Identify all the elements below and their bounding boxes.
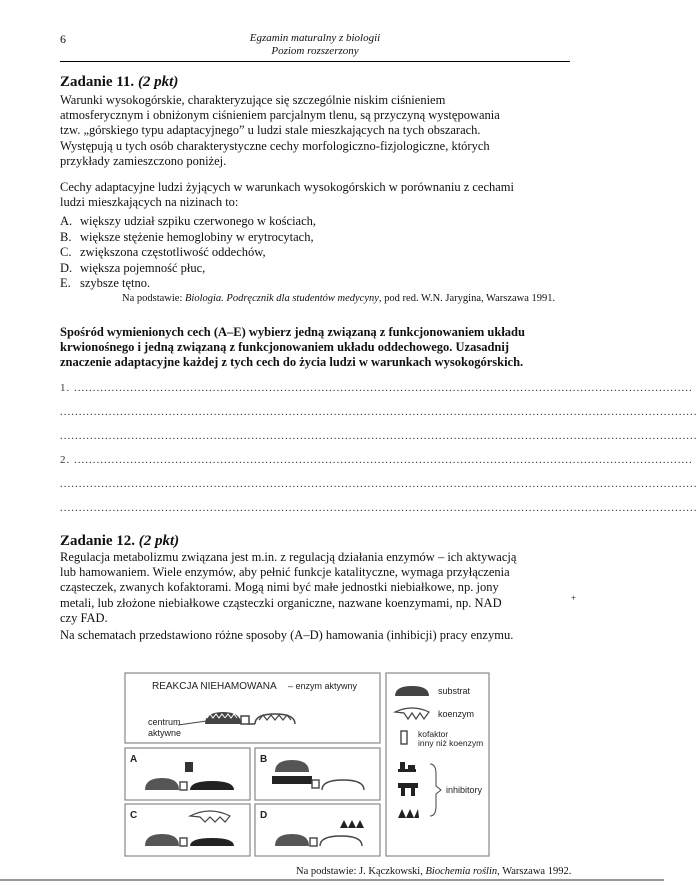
intro-line: przykłady zamieszczono poniżej.	[60, 153, 227, 168]
answer-line[interactable]: ..........................................................................................................................................................................	[60, 502, 698, 514]
intro-line: tzw. „górskiego typu adaptacyjnego” u ludzi stale mieszkających na tych obszarach.	[60, 123, 481, 138]
legend	[386, 673, 489, 856]
enzyme-active	[205, 712, 295, 724]
lead-line: Cechy adaptacyjne ludzi żyjących w warunkach wysokogórskich w porównaniu z cechami	[60, 180, 515, 194]
command-line: Spośród wymienionych cech (A–E) wybierz jedną związaną z funkcjonowaniem układu	[60, 325, 525, 339]
intro-line: atmosferycznym i obniżonym ciśnieniem parcjalnym tlenu, są przyczyną występowania	[60, 108, 500, 123]
task-11-label: Zadanie 11.	[60, 74, 135, 90]
lead-line: ludzi mieszkających na nizinach to:	[60, 195, 239, 210]
answer-line[interactable]: ..........................................................................................................................................................................	[60, 430, 698, 442]
option-a: A. większy udział szpiku czerwonego w kościach,	[60, 214, 317, 228]
task-12-schema-intro: Na schematach przedstawiono różne sposoby (A–D) hamowania (inhibicji) pracy enzymu.	[60, 628, 514, 642]
task-11-source: Na podstawie: Biologia. Podręcznik dla studentów medycyny, pod red. W.N. Jarygina, Warszawa 1991.	[122, 293, 556, 304]
legend-cofactor-2: inny niż koenzym	[418, 738, 484, 748]
panel-d	[255, 804, 380, 856]
paragraph-line: cząsteczek, zwanych kofaktorami. Mogą nimi być małe jednostki niebiałkowe, np. jony	[60, 580, 499, 595]
intro-line: Warunki wysokogórskie, charakteryzujące się szczególnie niskim ciśnieniem	[60, 93, 446, 107]
panel-label-c: C	[130, 810, 138, 821]
paragraph-line: Regulacja metabolizmu związana jest m.in. z regulacją działania enzymów – ich aktywacją	[60, 550, 517, 564]
panel-c	[125, 804, 250, 856]
panel-b	[255, 748, 380, 800]
top-title: REAKCJA NIEHAMOWANA	[152, 681, 277, 692]
task-12-points: (2 pkt)	[138, 533, 180, 549]
option-e: E. szybsze tętno.	[60, 276, 151, 290]
task-12-label: Zadanie 12.	[60, 533, 136, 549]
panel-label-a: A	[130, 754, 138, 765]
paragraph-line: lub hamowaniem. Wiele enzymów, aby pełnić funkcje katalityczne, wymaga przyłączenia	[60, 565, 510, 580]
paragraph-line: metali, lub złożone niebiałkowe cząsteczki organiczne, nazwane koenzymami, np. NAD +	[60, 592, 576, 610]
top-subtitle: – enzym aktywny	[288, 681, 358, 691]
paragraph-line: czy FAD.	[60, 610, 108, 625]
center-label-2: aktywne	[148, 728, 182, 738]
page-bottom-edge	[0, 879, 664, 881]
answer-line[interactable]: 1. .....................................................................................................................................................................	[60, 382, 693, 394]
intro-line: Występują u tych osób charakterystyczne cechy morfologiczno-fizjologiczne, których	[60, 138, 490, 153]
option-d: D. większa pojemność płuc,	[60, 260, 206, 275]
answer-line[interactable]: 2. .....................................................................................................................................................................	[60, 454, 693, 466]
legend-substrate: substrat	[438, 686, 471, 696]
panel-label-b: B	[260, 754, 268, 765]
legend-inhibitors: inhibitory	[446, 785, 483, 795]
command-line: znaczenie adaptacyjne każdej z tych cech do życia ludzi w warunkach wysokogórskich.	[60, 355, 524, 370]
center-label-1: centrum	[148, 717, 181, 727]
header-line-1: Egzamin maturalny z biologii	[249, 32, 381, 44]
page-number: 6	[60, 32, 66, 46]
panel-label-d: D	[260, 810, 268, 821]
answer-line[interactable]: ..........................................................................................................................................................................	[60, 406, 698, 418]
command-line: krwionośnego i jedną związaną z funkcjonowaniem układu oddechowego. Uzasadnij	[60, 340, 510, 355]
nad-superscript: +	[570, 592, 576, 603]
legend-coenzyme: koenzym	[438, 709, 475, 719]
answer-line[interactable]: ..........................................................................................................................................................................	[60, 478, 698, 490]
header-line-2: Poziom rozszerzony	[271, 45, 359, 57]
option-b: B. większe stężenie hemoglobiny w erytrocytach,	[60, 229, 314, 244]
task-11-points: (2 pkt)	[137, 74, 179, 90]
task-12-source: Na podstawie: J. Kączkowski, Biochemia roślin, Warszawa 1992.	[296, 866, 572, 877]
legend-cofactor-1: kofaktor	[418, 729, 449, 739]
option-c: C. zwiększona częstotliwość oddechów,	[60, 245, 266, 259]
panel-a	[125, 748, 250, 800]
